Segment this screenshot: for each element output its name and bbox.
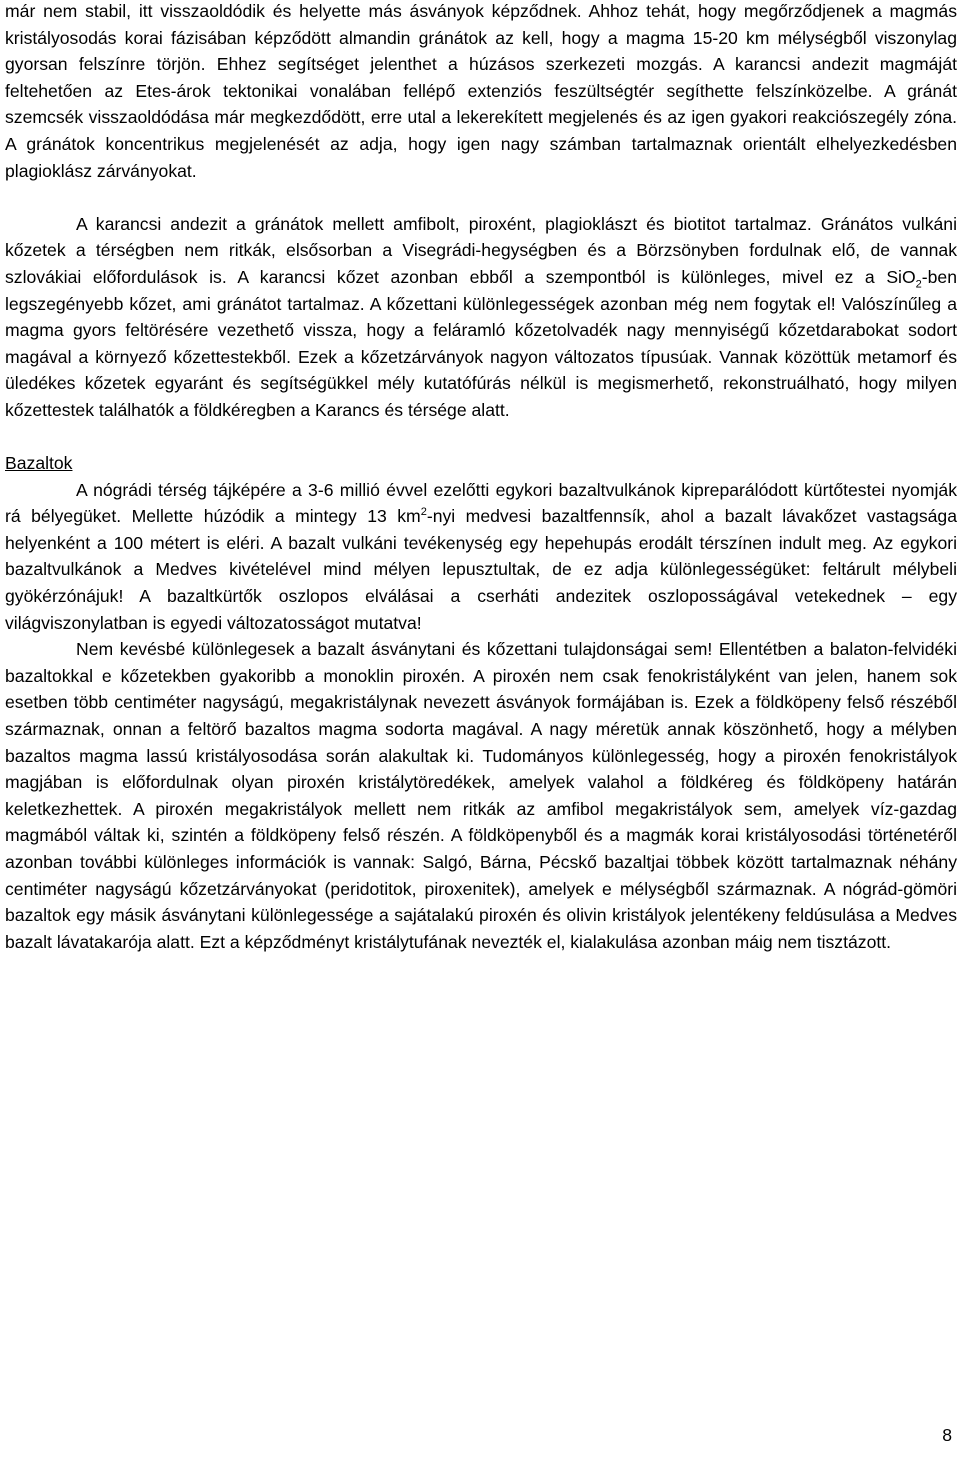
subscript: 2: [915, 278, 922, 291]
paragraph-basalt-landscape: [5, 477, 957, 637]
paragraph-text: A nógrádi térség tájképére a 3-6 millió évvel ezelőtti egykori bazaltvulkánok kipreparálódott kürtőtestei nyomják rá bélyegüket. Mellette húzódik a mintegy 13 km: [5, 479, 957, 527]
superscript: 2: [420, 506, 427, 519]
paragraph-basalt-mineralogy: Nem kevésbé különlegesek a bazalt ásványtani és kőzettani tulajdonságai sem! Ellentétben a balaton-felvidéki bazaltokkal e kőzetekben gyakoribb a monoklin piroxén. A piroxén nem csak fenokristályként van jelen, hanem sok esetben több centiméter nagyságú, megakristálynak nevezett ásványok formájában is. Ezek a földköpeny felső részéből származnak, onnan a feltörő bazaltos magma sodorta magával. A nagy méretük annak köszönhető, hogy a mélyben bazaltos magma lassú kristályosodása során alakultak ki. Tudományos különlegesség, hogy a piroxén fenokristályok magjában is előfordulnak olyan piroxén kristálytöredékek, amelyek valahol a földkéreg és földköpeny határán keletkezhettek. A piroxén megakristályok mellett nem ritkák az amfibol megakristályok sem, amelyek víz-gazdag magmából váltak ki, szintén a földköpeny felső részén. A földköpenyből és a magmák korai kristályosodási történetéről azonban további különleges információk is vannak: Salgó, Bárna, Pécskő bazaltjai többek között tartalmaznak néhány centiméter nagyságú kőzetzárványokat (peridotitok, piroxenitek), amelyek e mélységből származnak. A nógrád-gömöri bazaltok egy másik ásványtani különlegessége a sajátalakú piroxén és olivin kristályok jelentékeny feldúsulása a Medves bazalt lávatakarója alatt. Ezt a képződményt kristálytufának nevezték el, kialakulása azonban máig nem tisztázott.: [5, 639, 957, 952]
paragraph-text: -nyi medvesi bazaltfennsík, ahol a bazalt lávakőzet vastagsága helyenként a 100 métert is eléri. A bazalt vulkáni tevékenység egy hepehupás erodált térszínen indult meg. Az egykori bazaltvulkánok a Medves kivételével mind mélyen lepusztultak, de ez adja különlegességüket: feltárult mélybeli gyökérzónájuk! A bazaltkürtők oszlopos elválásai a cserháti andezitek oszloposságával vetekednek – egy világviszonylatban is egyedi változatosságot mutatva!: [5, 506, 957, 633]
page-number: 8: [942, 1425, 952, 1445]
paragraph-gap: [5, 184, 957, 211]
section-heading-basalts: Bazaltok: [5, 453, 73, 474]
paragraph-garnet-preservation: már nem stabil, itt visszaoldódik és helyette más ásványok képződnek. Ahhoz tehát, hogy megőrződjenek a magmás kristályosodás korai fázisában képződött almandin gránátok az kell, hogy a magma 15-20 km mélységből viszonylag gyorsan felszínre törjön. Ehhez segítséget jelenthet a húzásos szerkezeti mozgás. A karancsi andezit magmáját feltehetően az Etes-árok tektonikai vonalában fellépő extenziós feszültségtér segíthette felszínközelbe. A gránát szemcsék visszaoldódása már megkezdődött, erre utal a lekerekített megjelenés és az igen gyakori reakciószegély zóna. A gránátok koncentrikus megjelenését az adja, hogy igen nagy számban tartalmaznak orientált elhelyezkedésben plagioklász zárványokat.: [5, 1, 957, 181]
paragraph-karancs-andesite: [5, 211, 957, 424]
paragraph-gap: [5, 424, 957, 451]
paragraph-text: -ben legszegényebb kőzet, ami gránátot tartalmaz. A kőzettani különlegességek azonban még nem fogytak el! Valószínűleg a magma gyors feltörésére vezethető vissza, hogy a feláramló kőzetolvadék nagy mennyiségű kőzetdarabokat sodort magával a környező kőzettestekből. Ezek a kőzetzárványok nagyon változatos típusúak. Vannak közöttük metamorf és üledékes kőzetek egyaránt és segítségükkel mély kutatófúrás nélkül is megismerhető, rekonstruálható, hogy milyen kőzettestek találhatók a földkéregben a Karancs és térsége alatt.: [5, 266, 957, 420]
paragraph-text: A karancsi andezit a gránátok mellett amfibolt, piroxént, plagioklászt és biotitot tartalmaz. Gránátos vulkáni kőzetek a térségben nem ritkák, elsősorban a Visegrádi-hegységben és a Börzsönyben fordulnak elő, de vannak szlovákiai előfordulások is. A karancsi kőzet azonban ebből a szempontból is különleges, mivel ez a SiO: [5, 213, 957, 287]
